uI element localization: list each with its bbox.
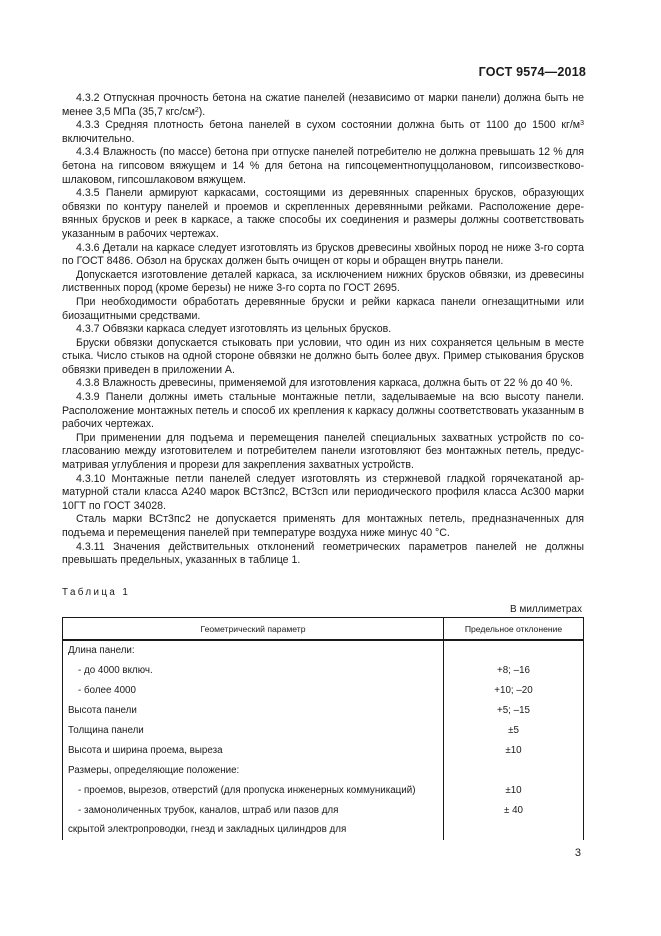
paragraph-4-3-8: 4.3.8 Влажность древесины, применяемой для изготовления каркаса, должна быть от 22 % до 40 %. (76, 377, 573, 390)
deviation-cell (444, 820, 584, 840)
paragraph-4-3-11: 4.3.11 Значения действительных отклонений геометрических параметров панелей не должны превышать предельных, указанных в таблице 1. (62, 540, 584, 567)
table-row (63, 780, 584, 800)
paragraph-4-3-2: 4.3.2 Отпускная прочность бетона на сжатие панелей (независимо от марки панели) должна быть не менее 3,5 МПа (35,7 кгс/$см^2$). (62, 92, 584, 118)
deviation-cell: ± 40 (444, 800, 584, 820)
table-header-row (63, 618, 584, 641)
deviation-cell (444, 760, 584, 780)
table-row (63, 760, 584, 780)
deviation-cell: ±5 (444, 721, 584, 741)
paragraph: При применении для подъема и перемещения панелей специальных захватных устройств по согласованию между изготовителем и потребителем панели изготовляют без монтажных петель, предусматривая углубления и прорези для закрепления захватных устройств. (62, 431, 584, 472)
paragraph: Допускается изготовление деталей каркаса, за исключением нижних брусков обвязки, из древесины лиственных пород (кроме березы) не ниже 3-го сорта по ГОСТ 2695. (62, 268, 584, 295)
table-row (63, 640, 584, 661)
parameter-cell: - замоноличенных трубок, каналов, штраб или пазов для (63, 800, 444, 820)
table-row (63, 701, 584, 721)
column-header-deviation: Предельное отклонение (444, 618, 584, 641)
deviation-cell: +5; –15 (444, 701, 584, 721)
paragraph-4-3-4: 4.3.4 Влажность (по массе) бетона при отпуске панелей потребителю не должна превышать 12 % для бетона на гипсовом вяжущем и 14 % для бетона на гипсоцементнопуццолановом, гипсоизвестковошлаковом, гипсошлаковом вяжущем. (62, 146, 584, 186)
parameter-cell: Размеры, определяющие положение: (63, 760, 444, 780)
table-row (63, 800, 584, 820)
paragraph-4-3-5: 4.3.5 Панели армируют каркасами, состоящими из деревянных спаренных брусков, образующих обвязки по контуру панелей и проемов и скрепленных деревянными рейками. Расположение деревянных брусков и реек в каркасе, а также способы их соединения и размеры должны соответствовать указанным в рабочих чертежах. (62, 187, 584, 240)
deviation-table (62, 617, 584, 840)
table-units: В миллиметрах (510, 604, 582, 615)
paragraph: Сталь марки ВСт3пс2 не допускается применять для монтажных петель, предназначенных для подъема и перемещения панелей при температуре воздуха ниже минус 40 °С. (62, 513, 584, 539)
body-text (62, 92, 584, 568)
column-header-parameter: Геометрический параметр (63, 618, 444, 641)
deviation-cell: +8; –16 (444, 661, 584, 681)
table-row (63, 681, 584, 701)
page-number: 3 (574, 847, 581, 859)
paragraph: Бруски обвязки допускается стыковать при условии, что один из них сохраняется цельным в месте стыка. Число стыков на одной стороне обвязки не должно быть более двух. Пример стыкования брусков обвязки приведен в приложении А. (62, 336, 584, 376)
deviation-cell (444, 640, 584, 661)
parameter-cell: - проемов, вырезов, отверстий (для пропуска инженерных коммуникаций) (63, 780, 444, 800)
table-row (63, 820, 584, 840)
deviation-cell: ±10 (444, 780, 584, 800)
table-row (63, 740, 584, 760)
paragraph-4-3-9: 4.3.9 Панели должны иметь стальные монтажные петли, заделываемые на всю высоту панели. Расположение монтажных петель и способ их крепления к каркасу должны соответствовать указанным в рабочих чертежах. (62, 391, 584, 431)
paragraph-4-3-7: 4.3.7 Обвязки каркаса следует изготовлять из цельных брусков. (76, 323, 392, 336)
deviation-cell: ±10 (444, 740, 584, 760)
table-caption: Таблица 1 (62, 587, 131, 598)
parameter-cell: Длина панели: (63, 640, 444, 661)
paragraph-4-3-10: 4.3.10 Монтажные петли панелей следует изготовлять из стержневой гладкой горячекатаной арматурной стали класса А240 марок ВСт3пс2, ВСт3сп или периодического профиля класса Ас300 марки 10ГТ по ГОСТ 34028. (62, 472, 584, 512)
paragraph-4-3-3: 4.3.3 Средняя плотность бетона панелей в сухом состоянии должна быть от 1100 до 1500 $кг/м^3$ включительно. (62, 119, 584, 145)
table-row (63, 721, 584, 741)
parameter-cell: - до 4000 включ. (63, 661, 444, 681)
table-row (63, 661, 584, 681)
deviation-cell: +10; –20 (444, 681, 584, 701)
parameter-cell: Высота и ширина проема, выреза (63, 740, 444, 760)
paragraph-4-3-6: 4.3.6 Детали на каркасе следует изготовлять из брусков древесины хвойных пород не ниже 3-го сорта по ГОСТ 8486. Обзол на брусках должен быть очищен от коры и обращен внутрь панели. (62, 241, 584, 268)
document-header: ГОСТ 9574—2018 (478, 65, 586, 79)
parameter-cell: - более 4000 (63, 681, 444, 701)
paragraph: При необходимости обработать деревянные бруски и рейки каркаса панели огнезащитными или биозащитными средствами. (62, 295, 584, 322)
parameter-cell: Высота панели (63, 701, 444, 721)
parameter-cell: скрытой электропроводки, гнезд и закладных цилиндров для (63, 820, 444, 840)
parameter-cell: Толщина панели (63, 721, 444, 741)
